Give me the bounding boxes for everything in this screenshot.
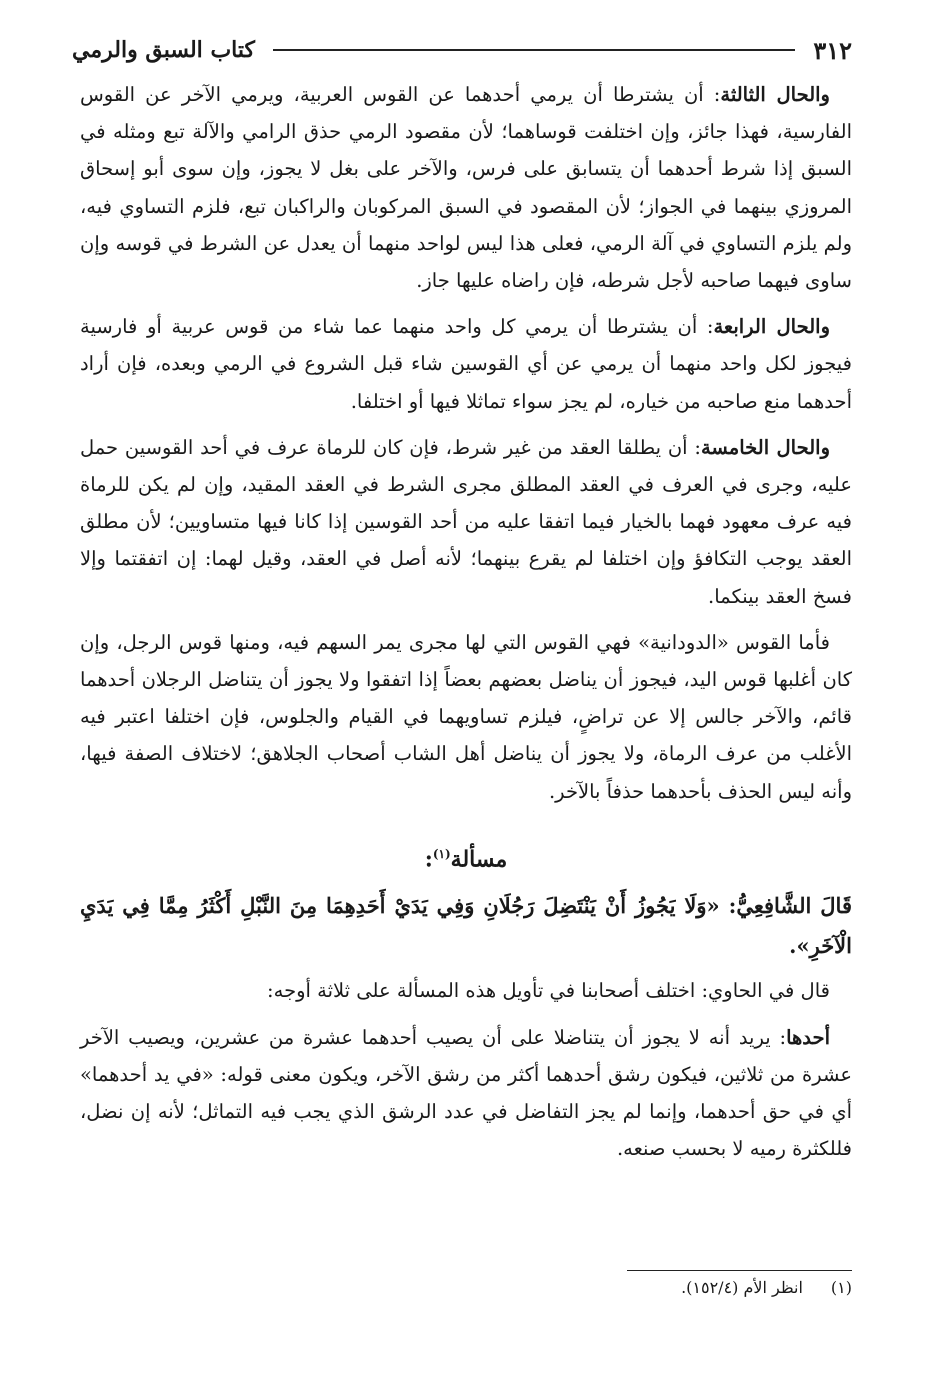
heading-suffix: : bbox=[424, 846, 433, 873]
quote-lead: قَالَ الشَّافِعِيُّ: bbox=[728, 893, 852, 919]
paragraph-fifth-case bbox=[80, 429, 852, 615]
quote-text: «وَلَا يَجُوزُ أَنْ يَنْتَضِلَ رَجُلَانِ وَفِي يَدَيْ أَحَدِهِمَا مِنَ النَّبْلِ أَكْثَرُ مِمَّا فِي يَدَيِ الْآخَرِ». bbox=[80, 893, 852, 959]
paragraph-text: فأما القوس «الدودانية» فهي القوس التي لها مجرى يمر السهم فيه، ومنها قوس الرجل، وإن كان أغلبها قوس اليد، فيجوز أن يناضل بعضهم بعضاً إذا اتفقوا ولا يجوز أن يتناضل الرجلان أحدهما قائم، والآخر جالس إلا عن تراضٍ، فيلزم تساويهما في القيام والجلوس، فإن اختلفا اعتبر فيه الأغلب من عرف الرماة، ولا يجوز أن يناضل أهل الشاب أصحاب الجلاهق؛ لاختلاف الصفة فيها، وأنه ليس الحذف بأحدهما حذفاً بالآخر. bbox=[80, 630, 852, 803]
paragraph-third-case bbox=[80, 76, 852, 299]
heading-text: مسألة bbox=[450, 846, 508, 873]
paragraph-text: : أن يطلقا العقد من غير شرط، فإن كان للرماة عرف في أحد القوسين حمل عليه، وجرى في العرف في العقد المطلق مجرى الشرط في العقد المقيد، وإن لم يكن للرماة فيه عرف معهود فهما بالخيار فيما اتفقا عليه من أحد القوسين إذا كانا فيها متساويين؛ لأن مطلق العقد يوجب التكافؤ وإن اختلفا لم يقرع بينهما؛ لأنه أصل في العقد، وقيل لهما: إن اتفقتما وإلا فسخ العقد بينكما. bbox=[80, 435, 852, 608]
paragraph-first-view bbox=[80, 1019, 852, 1168]
paragraph-lead: والحال الثالثة bbox=[720, 83, 830, 106]
hawi-intro: قال في الحاوي: اختلف أصحابنا في تأويل هذه المسألة على ثلاثة أوجه: bbox=[267, 979, 830, 1003]
running-title: كتاب السبق والرمي bbox=[72, 37, 255, 63]
header-rule bbox=[273, 49, 795, 51]
paragraph-fourth-case bbox=[80, 308, 852, 420]
paragraph-lead: والحال الرابعة bbox=[713, 315, 830, 339]
footnote-rule bbox=[627, 1270, 852, 1271]
paragraph-text: : أن يشترطا أن يرمي كل واحد منهما عما شاء من قوس عربية أو فارسية فيجوز لكل واحد منهما أن يرمي عن أي القوسين شاء قبل الشروع في الرمي وبعده، فإن أراد أحدهما منع صاحبه من خياره، لم يجز سواء تماثلا فيها أو اختلفا. bbox=[80, 315, 852, 413]
page-header bbox=[72, 30, 852, 70]
paragraph-text: : أن يشترطا أن يرمي أحدهما عن القوس العربية، ويرمي الآخر عن القوس الفارسية، فهذا جائز، وإن اختلفت قوساهما؛ لأن مقصود الرمي حذق الرامي والآلة تبع ومثله في السبق إذا شرط أحدهما أن يتسابق على فرس، والآخر على بغل لا يجوز، وإن سوى أبو إسحاق المروزي بينهما في الجواز؛ لأن المقصود في السبق المركوبان والراكبان تبع، فلزم التساوي فيه، ولم يلزم التساوي في آلة الرمي، فعلى هذا ليس لواحد منهما أن يعدل عن الشرط في قوسه وإن ساوى فيهما صاحبه لأجل شرطه، فإن راضاه عليها جاز. bbox=[80, 83, 852, 293]
paragraph-lead: والحال الخامسة bbox=[700, 435, 830, 459]
footnote bbox=[560, 1278, 852, 1297]
page-number: ٣١٢ bbox=[813, 35, 852, 65]
paragraph-dudaniya bbox=[80, 624, 852, 810]
paragraph-text: : يريد أنه لا يجوز أن يتناضلا على أن يصيب أحدهما عشرة من عشرين، ويصيب الآخر عشرة من ثلاثين، فيكون رشق أحدهما أكثر من رشق الآخر، ويكون معنى قوله: «في يد أحدهما» أي في حق أحدهما، وإنما لم يجز التفاضل في عدد الرشق الذي يجب فيه التماثل؛ لأنه إن نضل، فللكثرة رميه لا بحسب صنعه. bbox=[80, 1025, 852, 1161]
paragraph-lead: أحدها bbox=[786, 1025, 830, 1049]
main-text bbox=[80, 76, 852, 1176]
shafii-quote bbox=[80, 886, 852, 966]
footnote-number: (١) bbox=[830, 1278, 852, 1297]
footnote-text: انظر الأم (١٥٢/٤). bbox=[681, 1278, 803, 1297]
section-heading bbox=[80, 836, 852, 879]
footnote-marker: (١) bbox=[432, 846, 451, 861]
